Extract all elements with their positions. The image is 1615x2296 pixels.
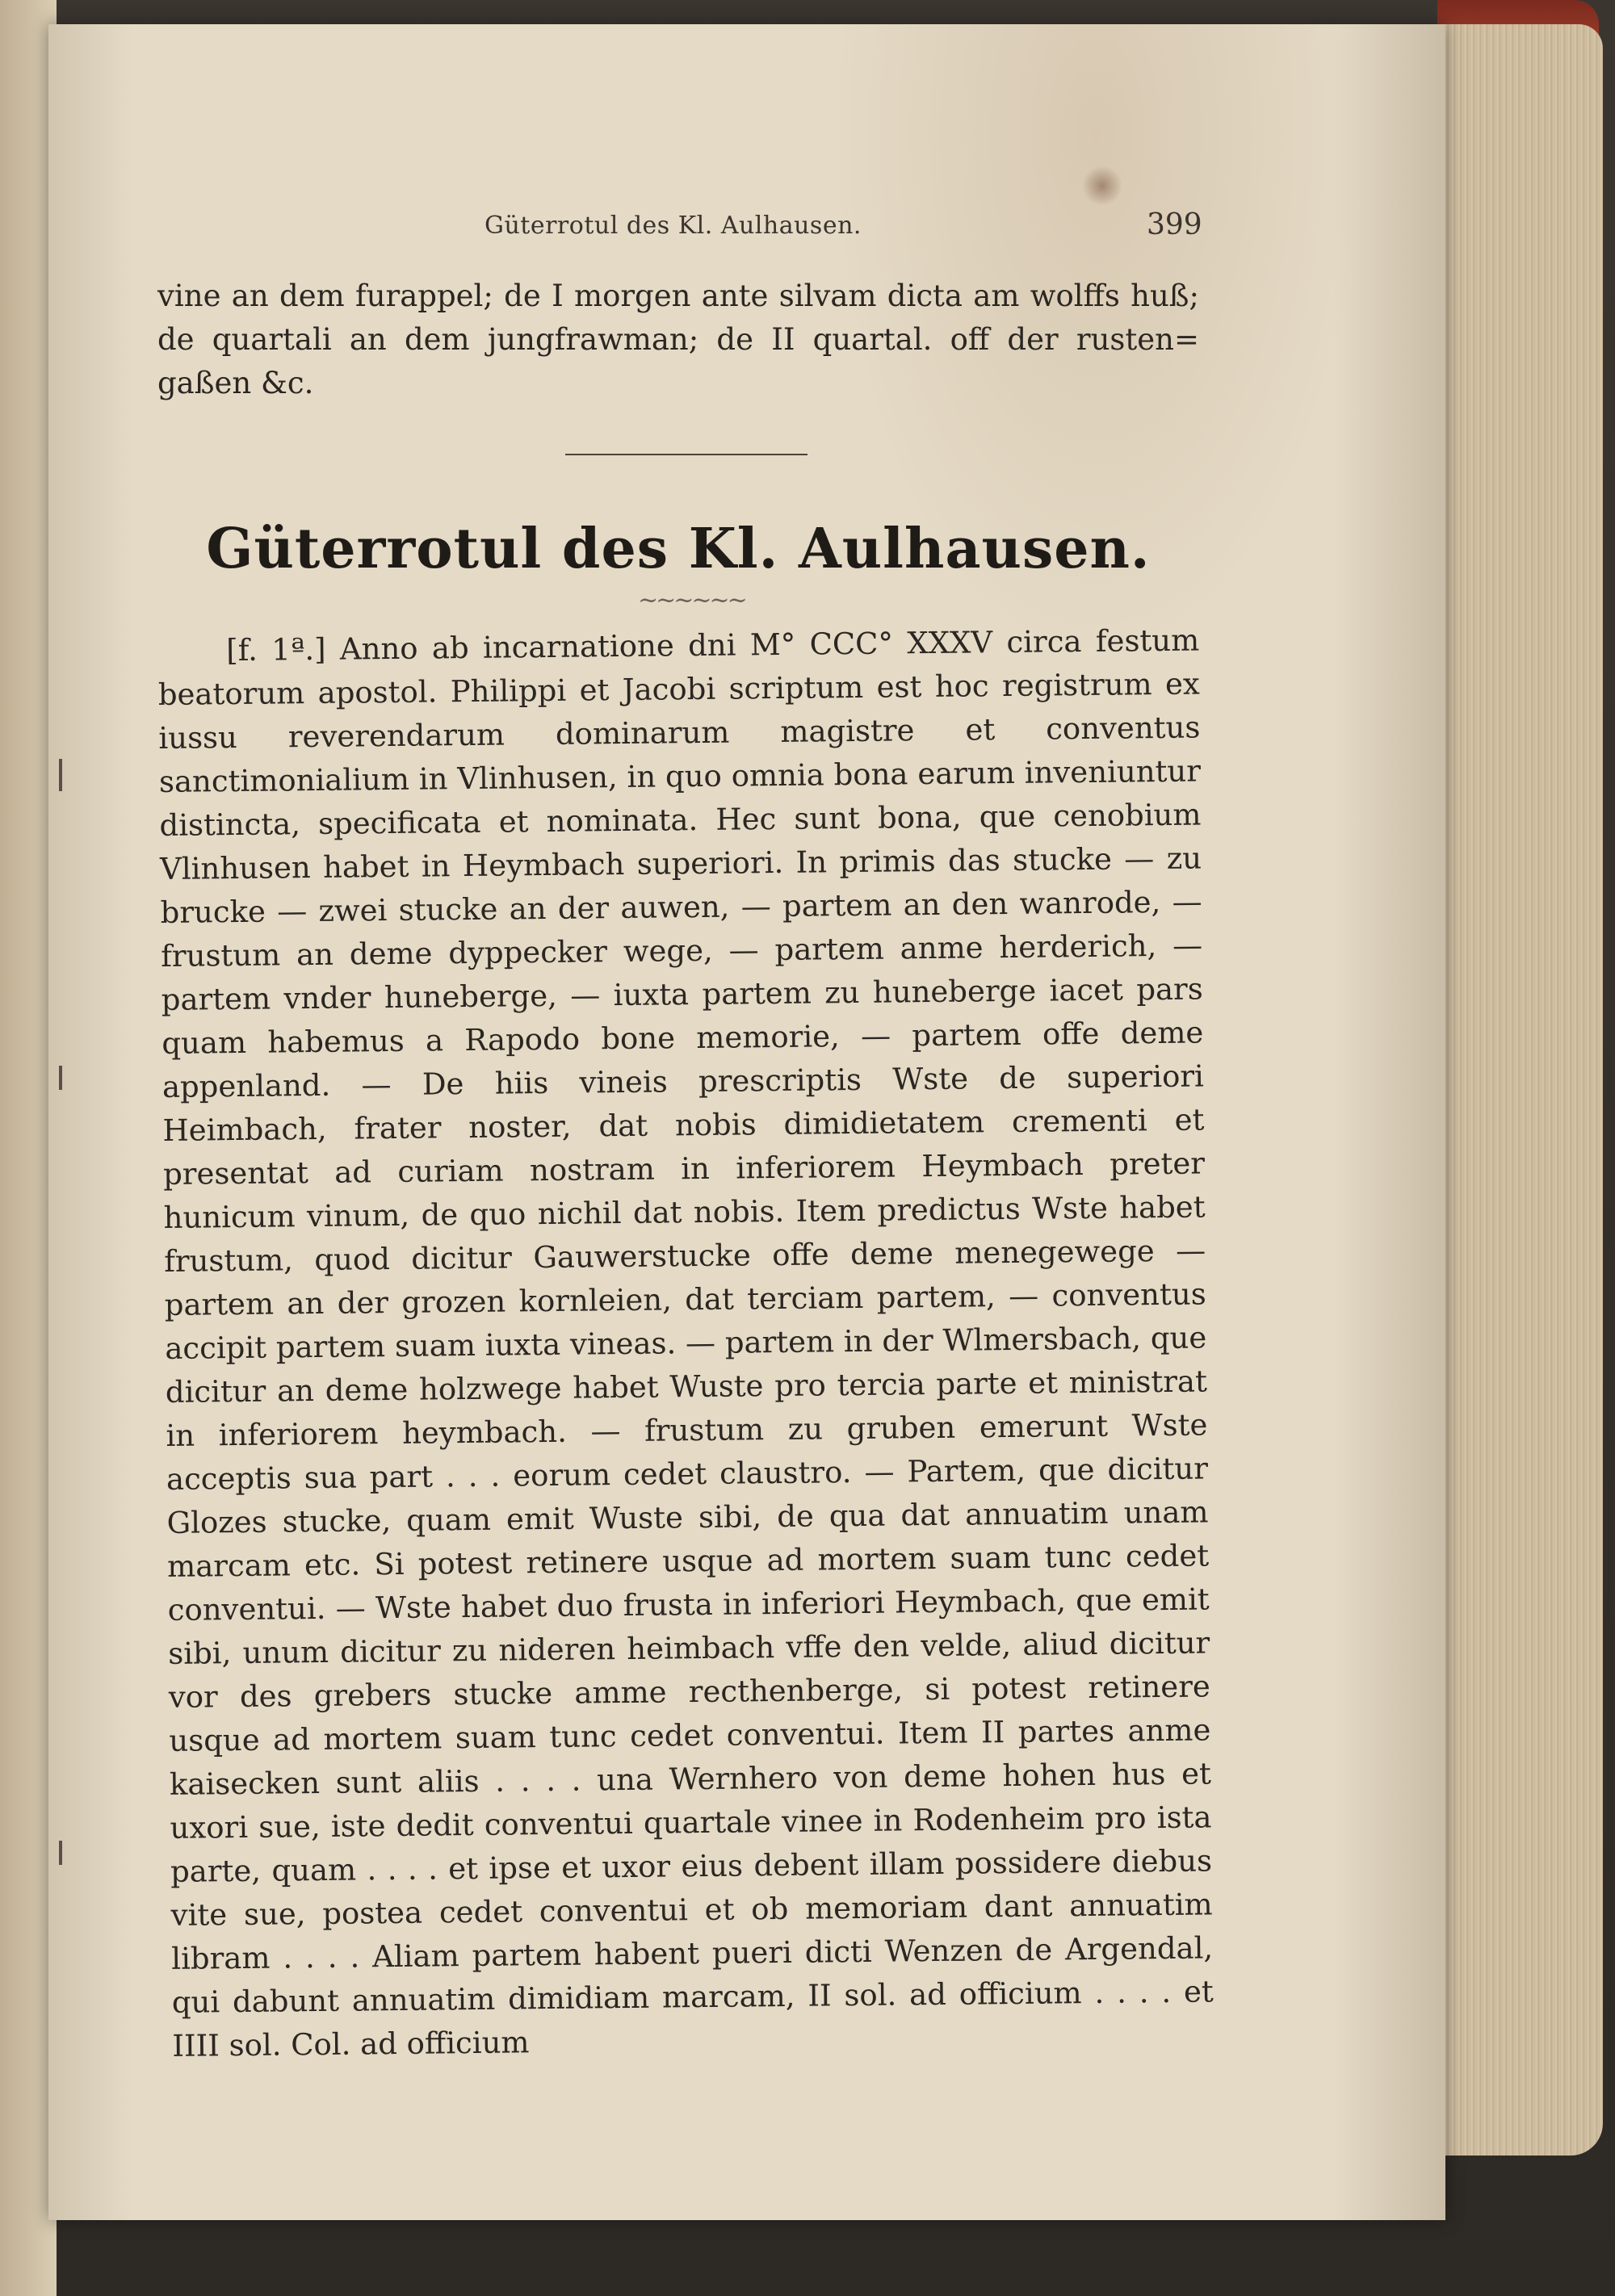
margin-mark [59, 1841, 62, 1865]
body-section [157, 618, 1214, 2068]
intro-paragraph: vine an dem furappel; de I morgen ante silvam dicta am wolffs huß; de quartali an dem jungfrawman; de II quartal. off der rusten= gaßen &c. [157, 279, 1199, 400]
page-stack-edge [1437, 24, 1603, 2156]
body-paragraph: [f. 1ª.] Anno ab incarnatione dni M° CCC° XXXV circa festum beatorum apostol. Philippi et Jacobi scriptum est hoc registrum ex iussu reverendarum dominarum magistre et conventus sanctimonialium in Vlinhusen, in quo omnia bona earum inveniuntur distincta, specificata et nominata. Hec sunt bona, que cenobium Vlinhusen habet in Heymbach superiori. In primis das stucke — zu brucke — zwei stucke an der auwen, — partem an den wanrode, — frustum an deme dyppecker wege, — partem anme herderich, — partem vnder huneberge, — iuxta partem zu huneberge iacet pars quam habemus a Rapodo bone memorie, — partem offe deme appenland. — De hiis vineis prescriptis Wste de superiori Heimbach, frater noster, dat nobis dimidietatem crementi et presentat ad curiam nostram in inferiorem Heymbach preter hunicum vinum, de quo nichil dat nobis. Item predictus Wste habet frustum, quod dicitur Gauwerstucke offe deme menegewege — partem an der grozen kornleien, dat terciam partem, — conventus accipit partem suam iuxta vineas. — partem in der Wlmersbach, que dicitur an deme holzwege habet Wuste pro tercia parte et ministrat in inferiorem heymbach. — frustum zu gruben emerunt Wste acceptis sua part . . . eorum cedet claustro. — Partem, que dicitur Glozes stucke, quam emit Wuste sibi, de qua dat annuatim unam marcam etc. Si potest retinere usque ad mortem suam tunc cedet conventui. — Wste habet duo frusta in inferiori Heymbach, que emit sibi, unum dicitur zu nideren heimbach vffe den velde, aliud dicitur vor des grebers stucke amme recthenberge, si potest retinere usque ad mortem suam tunc cedet conventui. Item II partes anme kaisecken sunt aliis . . . . una Wernhero von deme hohen hus et uxori sue, iste dedit conventui quartale vinee in Rodenheim pro ista parte, quam . . . . et ipse et uxor eius debent illam possidere diebus vite sue, postea cedet conventui et ob memoriam dant annuatim libram . . . . Aliam partem habent pueri dicti Wenzen de Argendal, qui dabunt annuatim dimidiam marcam, II sol. ad officium . . . . et IIII sol. Col. ad officium [157, 622, 1214, 2063]
margin-mark [59, 759, 62, 791]
section-divider [565, 454, 808, 455]
running-head-title: Güterrotul des Kl. Aulhausen. [484, 212, 862, 240]
margin-mark [59, 1066, 62, 1090]
page-number: 399 [1147, 208, 1202, 241]
title-ornament: ~~~~~~ [638, 586, 745, 614]
section-title: Güterrotul des Kl. Aulhausen. [206, 517, 1151, 581]
page-stain [1082, 165, 1122, 206]
